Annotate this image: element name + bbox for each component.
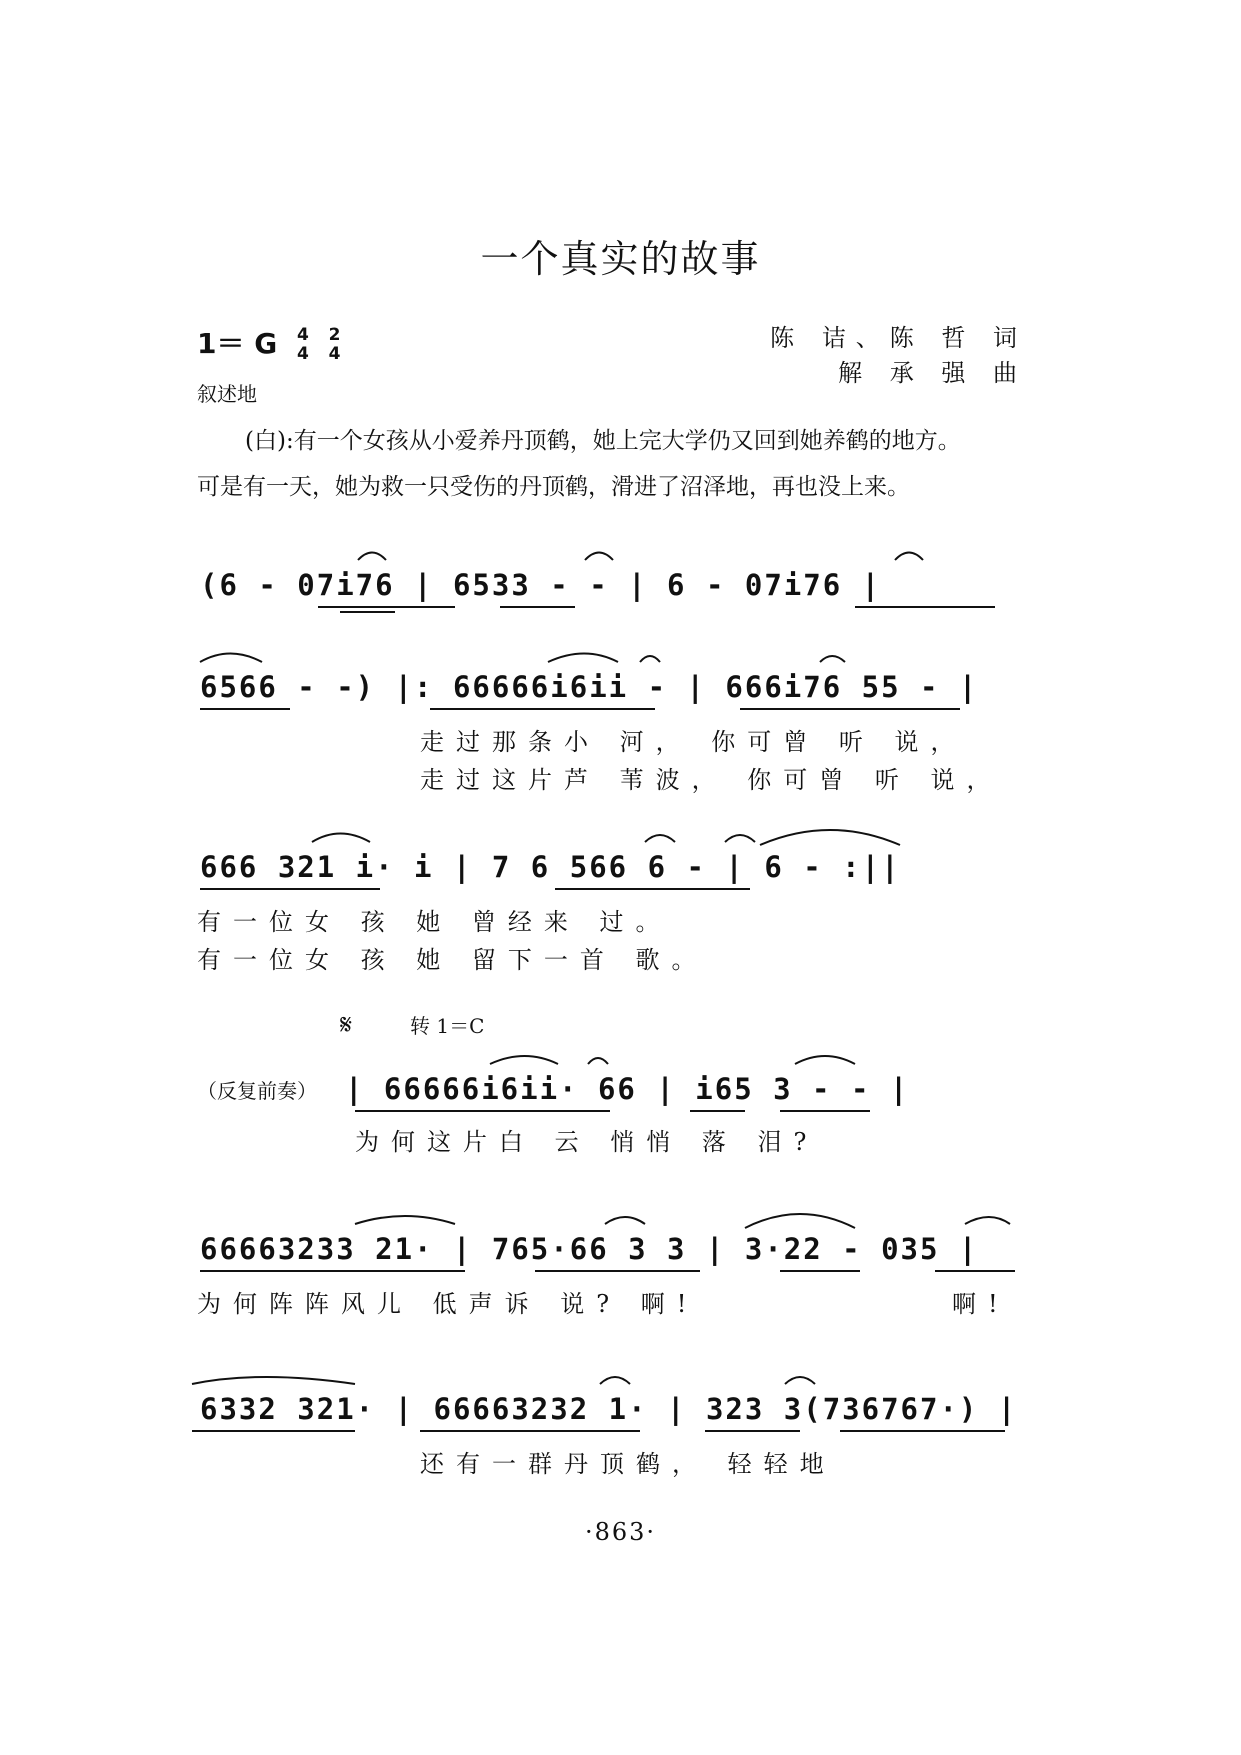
lyrics-line-3b: 有一位女 孩 她 留下一首 歌。 <box>197 946 708 974</box>
slur-mark <box>760 830 900 845</box>
modulation-marking: 转 1＝C <box>410 1014 485 1038</box>
key-signature: 1＝ G <box>197 327 278 360</box>
segno-sign: 𝄋 <box>340 1008 353 1041</box>
tempo-marking: 叙述地 <box>197 382 257 406</box>
notation-line-2: 6566 - -) |: 66666i6ii - | 666i76 55 - | <box>200 670 979 704</box>
slur-mark <box>645 835 675 842</box>
notation-line-1: (6 - 07i76 | 6533 - - | 6 - 07i76 | <box>200 568 882 602</box>
lyrics-line-2a: 走过那条小 河， 你可曾 听 说， <box>420 728 967 756</box>
time-signature-2: 2 4 <box>328 325 341 364</box>
notation-line-6: 6332 321· | 66663232 1· | 323 3(736767·) | <box>200 1392 1018 1426</box>
slur-mark <box>588 1058 608 1064</box>
lyrics-line-3a: 有一位女 孩 她 曾经来 过。 <box>197 908 672 936</box>
lyrics-line-2b: 走过这片芦 苇波， 你可曾 听 说， <box>420 766 1003 794</box>
lyrics-line-5-end: 啊! <box>952 1290 1010 1318</box>
slur-mark <box>785 1377 815 1384</box>
time-signature-1: 4 4 <box>296 325 309 364</box>
narration-line-2: 可是有一天，她为救一只受伤的丹顶鹤，滑进了沼泽地，再也没上来。 <box>197 474 910 500</box>
slur-mark <box>745 1214 855 1228</box>
notation-line-4: | 66666i6ii· 66 | i65 3 - - | <box>345 1072 910 1106</box>
slur-mark <box>312 834 370 843</box>
slur-mark <box>548 654 618 663</box>
narration-line-1: (白):有一个女孩从小爱养丹顶鹤，她上完大学仍又回到她养鹤的地方。 <box>245 428 961 454</box>
slur-mark <box>895 553 923 561</box>
slur-mark <box>355 1216 455 1224</box>
lyricist-credit: 陈 诘、陈 哲 词 <box>770 324 1027 352</box>
repeat-prelude-marking: （反复前奏） <box>197 1079 317 1103</box>
lyrics-line-6: 还有一群丹顶鹤， 轻轻地 <box>420 1450 836 1478</box>
slur-mark <box>192 1377 355 1384</box>
lyrics-line-4: 为何这片白 云 悄悄 落 泪? <box>355 1128 819 1156</box>
notation-line-5: 66663233 21· | 765·66 3 3 | 3·22 - 035 | <box>200 1232 979 1266</box>
slur-mark <box>600 1377 630 1384</box>
slur-mark <box>200 654 262 663</box>
slur-mark <box>640 656 660 662</box>
page-number: ·863· <box>584 1518 657 1546</box>
slur-mark <box>795 1056 855 1064</box>
composer-credit: 解 承 强 曲 <box>838 359 1027 387</box>
slur-mark <box>605 1217 645 1224</box>
slur-mark <box>585 553 613 561</box>
notation-line-3: 666 321 i· i | 7 6 566 6 - | 6 - :|| <box>200 850 901 884</box>
slur-mark <box>725 835 755 842</box>
slur-mark <box>358 553 386 561</box>
slur-mark <box>965 1217 1010 1224</box>
slur-mark <box>490 1056 558 1064</box>
song-title: 一个真实的故事 <box>480 237 761 281</box>
slur-mark <box>820 656 845 662</box>
lyrics-line-5: 为何阵阵风儿 低声诉 说? 啊! <box>197 1290 699 1318</box>
